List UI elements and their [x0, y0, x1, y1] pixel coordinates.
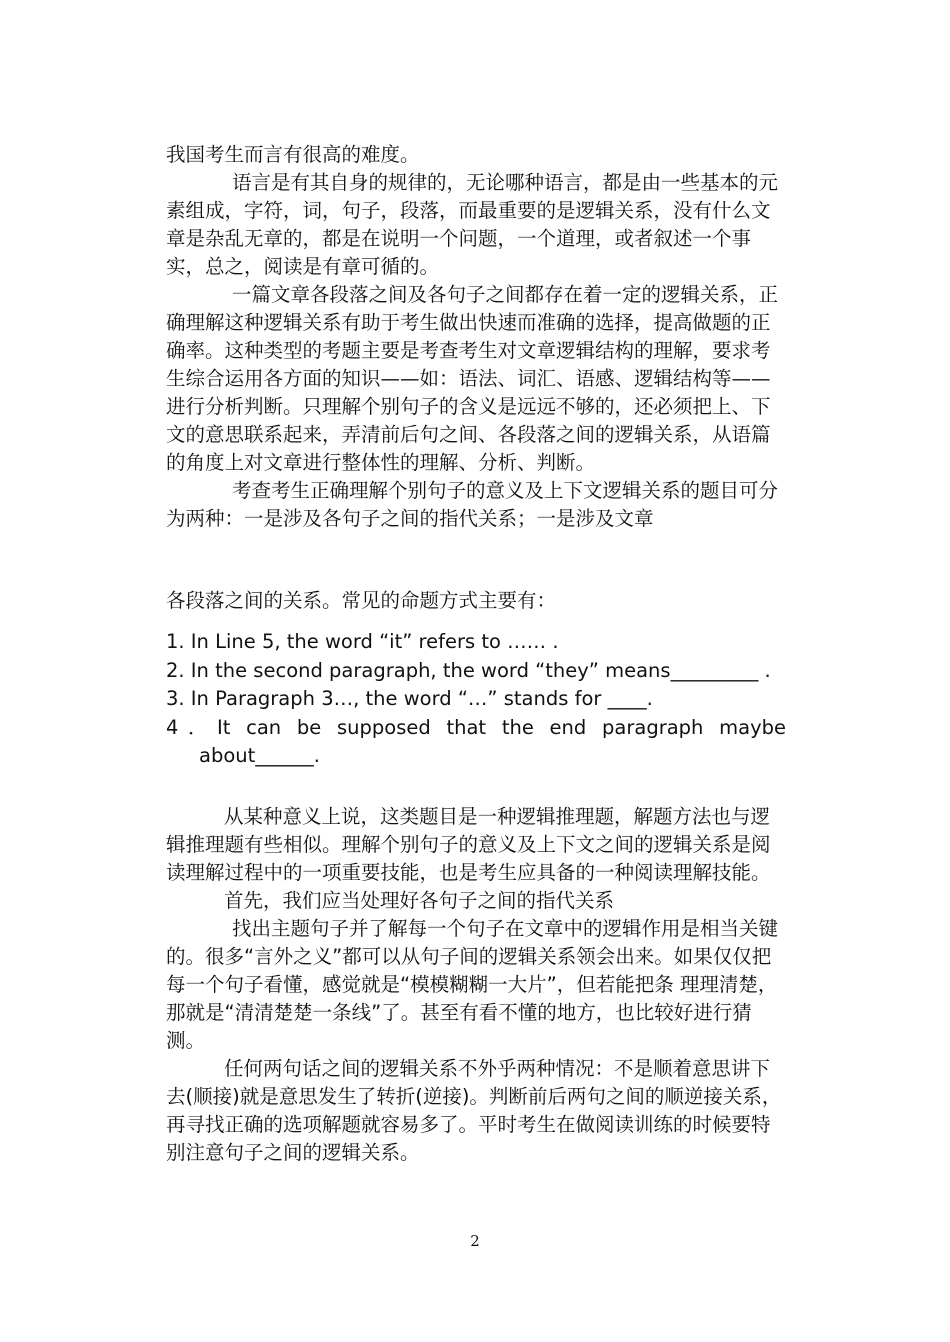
question-item-2: 2. In the second paragraph, the word “they” means_________ . [166, 658, 771, 682]
body-text-bottom [166, 803, 786, 1167]
question-item-3: 3. In Paragraph 3…, the word “…” stands for ____. [166, 687, 653, 710]
page-number: 2 [470, 1232, 480, 1250]
paragraph-logic-relations: 一篇文章各段落之间及各句子之间都存在着一定的逻辑关系，正确理解这种逻辑关系有助于考生做出快速而准确的选择，提高做题的正确率。这种类型的考题主要是考查考生对文章逻辑结构的理解，要求考生综合运用各方面的知识——如：语法、词汇、语感、逻辑结构等——进行分析判断。只理解个别句子的含义是远远不够的，还必须把上、下文的意思联系起来，弄清前后句之间、各段落之间的逻辑关系，从语篇的角度上对文章进行整体性的理解、分析、判断。 [166, 283, 779, 474]
paragraph-topic-sentence: 找出主题句子并了解每一个句子在文章中的逻辑作用是相当关键的。很多“言外之义”都可以从句子间的逻辑关系领会出来。如果仅仅把每一个句子看懂，感觉就是“模模糊糊一大片”，但若能把条 理理清楚，那就是“清清楚楚一条线”了。甚至有看不懂的地方，也比较好进行猜测。 [166, 917, 779, 1052]
paragraph-language-rules: 语言是有其自身的规律的，无论哪种语言，都是由一些基本的元素组成，字符，词，句子，段落，而最重要的是逻辑关系，没有什么文章是杂乱无章的，都是在说明一个问题，一个道理，或者叙述一个事实，总之，阅读是有章可循的。 [166, 171, 779, 278]
body-text-top [166, 141, 786, 533]
question-list [166, 628, 786, 771]
paragraph-question-types: 考查考生正确理解个别句子的意义及上下文逻辑关系的题目可分为两种：一是涉及各句子之间的指代关系；一是涉及文章 [166, 479, 779, 530]
paragraph-logic-reasoning: 从某种意义上说，这类题目是一种逻辑推理题，解题方法也与逻辑推理题有些相似。理解个别句子的意义及上下文之间的逻辑关系是阅读理解过程中的一项重要技能，也是考生应具备的一种阅读理解技能。 [166, 805, 771, 884]
paragraph-question-intro: 各段落之间的关系。常见的命题方式主要有： [166, 589, 557, 612]
paragraph-two-relations: 任何两句话之间的逻辑关系不外乎两种情况：不是顺着意思讲下去(顺接)就是意思发生了转折(逆接)。判断前后两句之间的顺逆接关系，再寻找正确的选项解题就容易多了。平时考生在做阅读训练的时候要特别注意句子之间的逻辑关系。 [166, 1057, 782, 1164]
question-item-4: 4．It can be supposed that the end paragraph maybe about______. [166, 715, 786, 767]
paragraph-continuation: 我国考生而言有很高的难度。 [166, 143, 420, 166]
paragraph-first-reference: 首先，我们应当处理好各句子之间的指代关系 [224, 889, 615, 912]
question-item-1: 1. In Line 5, the word “it” refers to …… . [166, 630, 559, 653]
body-text-question-intro [166, 587, 786, 615]
